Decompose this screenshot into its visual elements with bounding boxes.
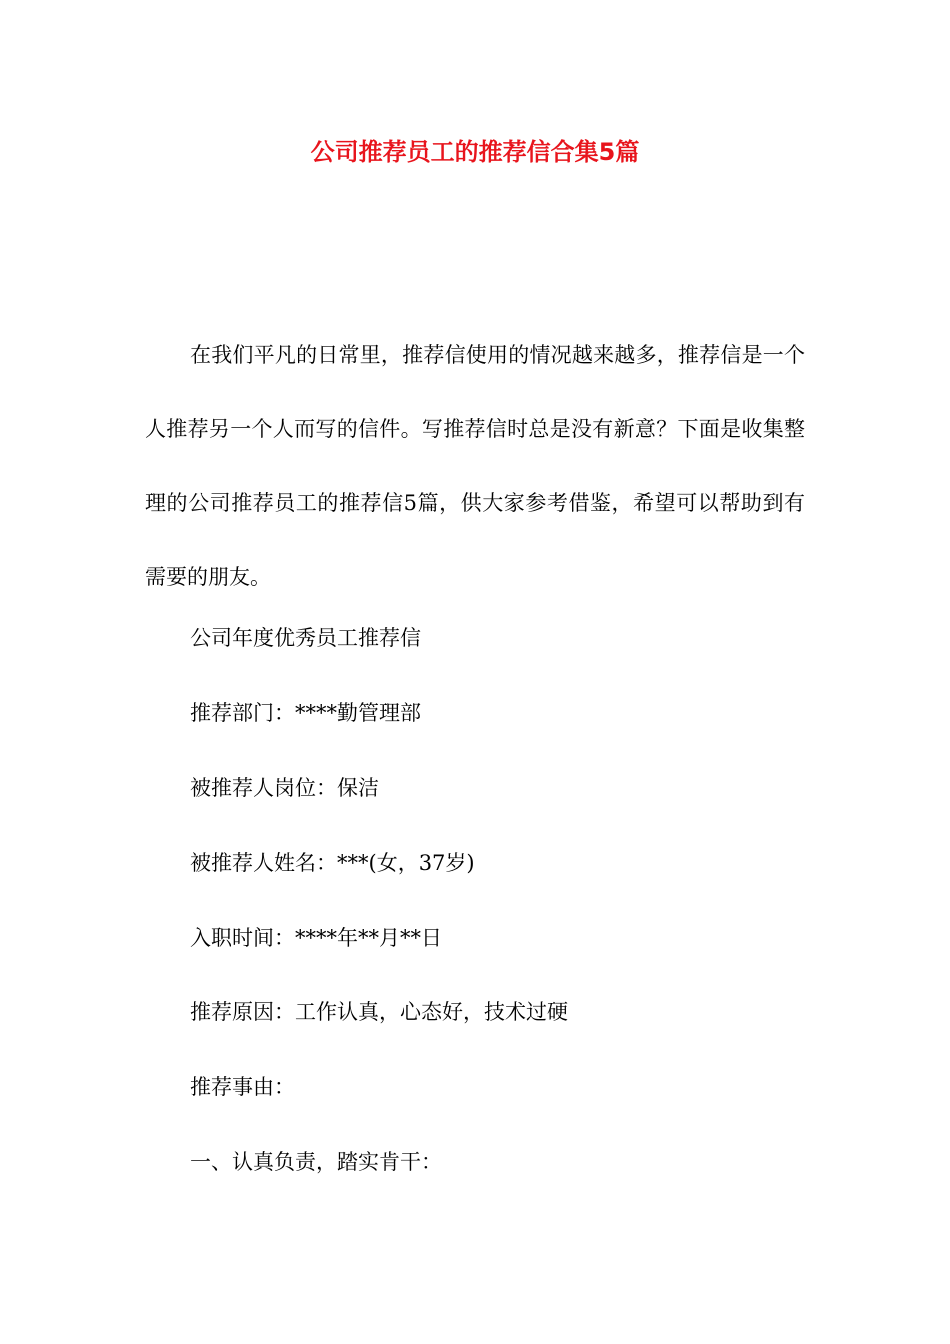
nominee-position: 被推荐人岗位：保洁	[190, 776, 379, 800]
section-one-heading: 一、认真负责，踏实肯干：	[190, 1150, 442, 1174]
recommendation-details-label: 推荐事由：	[190, 1075, 295, 1099]
recommending-department: 推荐部门：****勤管理部	[190, 701, 421, 725]
document-title: 公司推荐员工的推荐信合集5篇	[310, 138, 640, 166]
intro-paragraph: 在我们平凡的日常里，推荐信使用的情况越来越多，推荐信是一个人推荐另一个人而写的信件。写推荐信时总是没有新意？下面是收集整理的公司推荐员工的推荐信5篇，供大家参考借鉴，希望可以帮助到有需要的朋友。	[145, 343, 805, 589]
nominee-name: 被推荐人姓名：***(女，37岁)	[190, 851, 475, 875]
hire-date: 入职时间：****年**月**日	[190, 926, 442, 950]
recommendation-reason: 推荐原因：工作认真，心态好，技术过硬	[190, 1000, 568, 1024]
letter-heading: 公司年度优秀员工推荐信	[190, 626, 421, 650]
